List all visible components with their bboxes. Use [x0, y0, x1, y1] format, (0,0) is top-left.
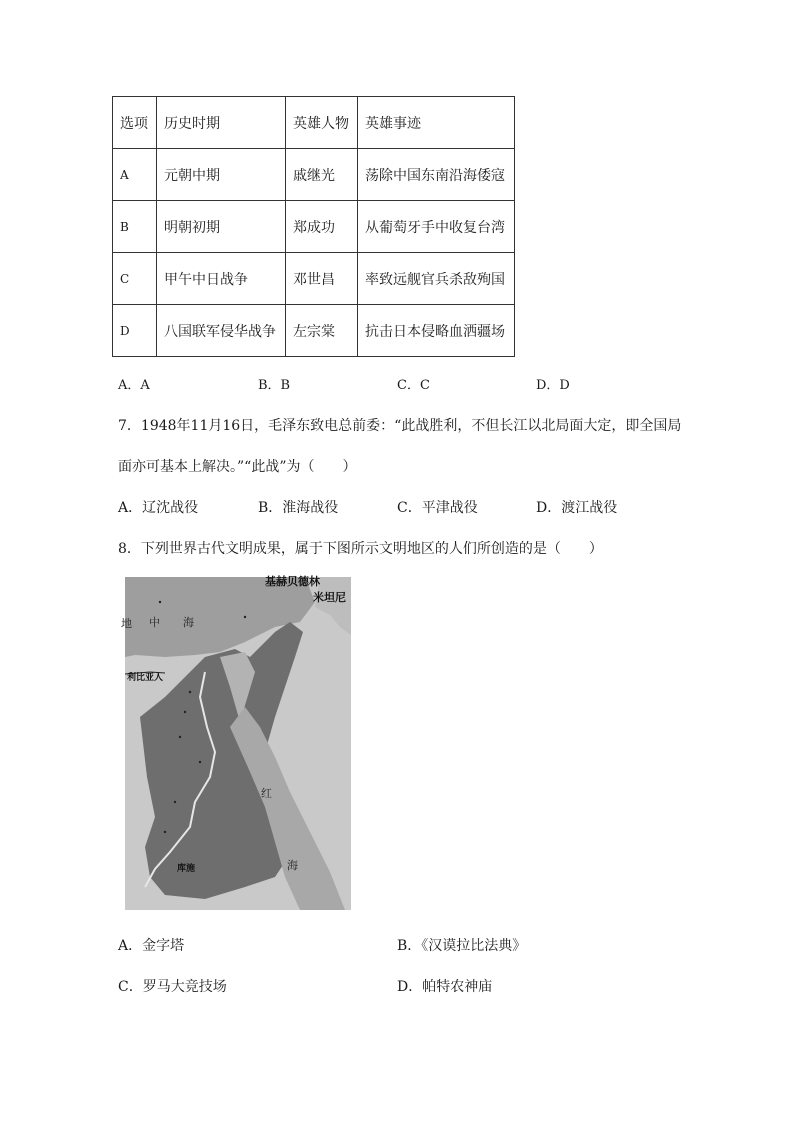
q7-option-a[interactable]: A．辽沈战役 — [118, 500, 199, 516]
table-cell: 元朝中期 — [157, 149, 286, 201]
table-header-cell: 英雄事迹 — [358, 97, 515, 149]
map-label-mediterranean-3: 海 — [183, 616, 194, 629]
q8-option-d[interactable]: D．帕特农神庙 — [397, 979, 493, 995]
map-label-south-region: 库施 — [177, 864, 196, 874]
table-cell: 明朝初期 — [157, 201, 286, 253]
map-label-west-region: 利比亚人 — [127, 673, 164, 683]
table-header-cell: 历史时期 — [157, 97, 286, 149]
table-header-row — [113, 97, 515, 149]
q8-option-c[interactable]: C．罗马大竞技场 — [118, 979, 227, 995]
table-cell: 邓世昌 — [286, 253, 358, 305]
q7-stem-line1: 7．1948年11月16日，毛泽东致电总前委：“此战胜利，不但长江以北局面大定，即全国局 — [118, 418, 682, 434]
q7-option-d[interactable]: D．渡江战役 — [536, 500, 618, 516]
table-row — [113, 201, 515, 253]
place-dot — [244, 616, 246, 618]
place-dot — [179, 736, 181, 738]
place-dot — [189, 691, 191, 693]
table-cell: 戚继光 — [286, 149, 358, 201]
table-cell: C — [113, 253, 157, 305]
place-dot — [174, 801, 176, 803]
table-row — [113, 305, 515, 357]
egypt-map — [121, 575, 351, 910]
map-label-mediterranean-1: 地 — [121, 617, 132, 630]
q8-stem: 8．下列世界古代文明成果，属于下图所示文明地区的人们所创造的是（ ） — [118, 541, 603, 557]
map-label-top-region: 基赫贝德林 — [265, 575, 320, 588]
map-label-mediterranean-2: 中 — [149, 616, 160, 629]
table-cell: 抗击日本侵略血洒疆场 — [358, 305, 515, 357]
q7-option-b[interactable]: B．淮海战役 — [258, 500, 339, 516]
table-cell: A — [113, 149, 157, 201]
q6-option-b[interactable]: B．B — [258, 378, 291, 393]
q8-option-a[interactable]: A．金字塔 — [118, 938, 185, 954]
map-label-right-region: 米坦尼 — [313, 591, 346, 604]
place-dot — [199, 761, 201, 763]
place-dot — [184, 711, 186, 713]
map-label-red-sea-2: 海 — [287, 859, 298, 872]
heroes-table — [112, 96, 515, 357]
place-dot — [159, 601, 161, 603]
place-dot — [164, 831, 166, 833]
table-cell: 从葡萄牙手中收复台湾 — [358, 201, 515, 253]
table-cell: 甲午中日战争 — [157, 253, 286, 305]
table-row — [113, 253, 515, 305]
q8-option-b[interactable]: B．《汉谟拉比法典》 — [397, 938, 527, 954]
q7-option-c[interactable]: C．平津战役 — [397, 500, 478, 516]
q6-option-a[interactable]: A．A — [118, 378, 150, 393]
table-cell: 八国联军侵华战争 — [157, 305, 286, 357]
table-cell: B — [113, 201, 157, 253]
q6-option-c[interactable]: C．C — [397, 378, 430, 393]
table-header-cell: 英雄人物 — [286, 97, 358, 149]
table-header-cell: 选项 — [113, 97, 157, 149]
table-cell: 郑成功 — [286, 201, 358, 253]
table-cell: 荡除中国东南沿海倭寇 — [358, 149, 515, 201]
q6-option-d[interactable]: D．D — [536, 378, 570, 393]
table-row — [113, 149, 515, 201]
map-label-red-sea-1: 红 — [261, 787, 272, 800]
table-cell: 率致远舰官兵杀敌殉国 — [358, 253, 515, 305]
table-cell: D — [113, 305, 157, 357]
table-cell: 左宗棠 — [286, 305, 358, 357]
q7-stem-line2: 面亦可基本上解决。”“此战”为（ ） — [118, 459, 357, 475]
